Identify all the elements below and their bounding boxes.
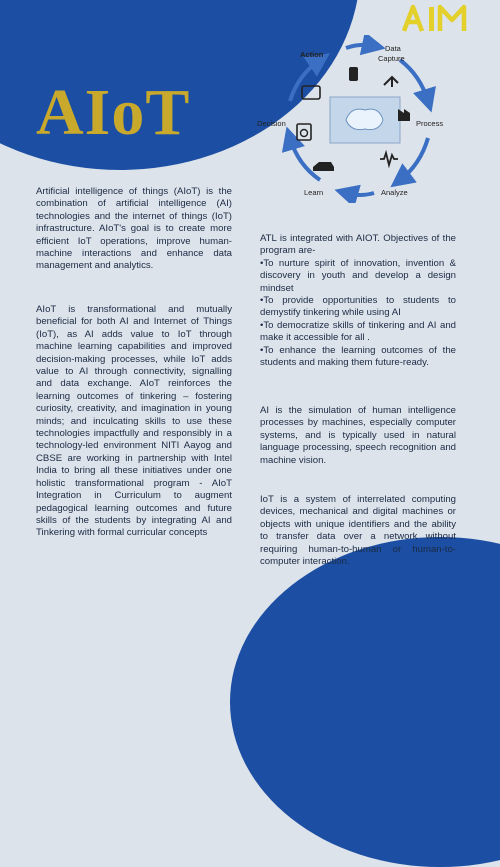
objective-item: •To nurture spirit of innovation, invention & discovery in youth and develop a design mindset [260,257,456,294]
bottom-right-blue-shape [230,537,500,867]
robot-arm-icon [384,77,398,87]
atl-objectives-block [260,233,456,369]
objective-item: •To provide opportunities to students to demystify tinkering while using AI [260,295,456,319]
speaker-icon [349,67,358,81]
device-icon [302,86,320,99]
atl-heading: ATL is integrated with AIOT. Objectives of the program are- [260,233,456,257]
car-icon [313,162,334,171]
label-process: Process [416,119,444,128]
aiot-intro-paragraph: Artificial intelligence of things (AIoT) is the combination of artificial intelligence (AI) technologies and the internet of things (IoT) infrastructure. AIoT's goal is to create more efficient IoT operations, improve human-machine interactions and enhance data management and analytics. [36,186,232,272]
label-learn: Learn [304,188,324,197]
brain-icon [346,109,383,129]
aim-logo [402,4,472,34]
aiot-transformational-paragraph: AIoT is transformational and mutually beneficial for both AI and Internet of Things (IoT), as AI adds value to IoT through machine learning capabilities and improved decision-making processes, while IoT adds value to AI through connectivity, signalling and data exchange. AIoT reinforces the learning outcomes of tinkering – fostering curiosity, creativity, and imagination in young minds; and inculcating skills to use these technologies impactfully and responsibly in a technology-led environment NITI Aayog and CBSE are working in partnership with Intel India to bring all these initiatives under one holistic transformational program - AIoT Integration in Curriculum to augment pedagogical learning outcomes and future skills of the students by integrating AI and Tinkering with formal curricular concepts [36,304,232,539]
objective-item: •To democratize skills of tinkering and AI and make it accessible for all . [260,319,456,344]
label-analyze: Analyze [381,188,408,197]
waveform-icon [380,153,398,165]
aiot-cycle-diagram [250,35,480,203]
page-title: AIoT [36,76,191,149]
iot-definition-paragraph: IoT is a system of interrelated computing devices, mechanical and digital machines or objects with unique identifiers and the ability to transfer data over a network without requiring human-to-human or human-to-computer interaction. [260,494,456,568]
label-action: Action [300,50,324,59]
label-decision: Decision [257,119,286,128]
objective-item: •To enhance the learning outcomes of the students and making them future-ready. [260,344,456,369]
label-data-capture: Data Capture [378,44,405,63]
factory-icon [398,109,410,121]
washing-machine-icon [297,124,311,140]
ai-definition-paragraph: AI is the simulation of human intelligence processes by machines, especially computer systems, and is typically used in natural language processing, speech recognition and machine vision. [260,405,456,466]
